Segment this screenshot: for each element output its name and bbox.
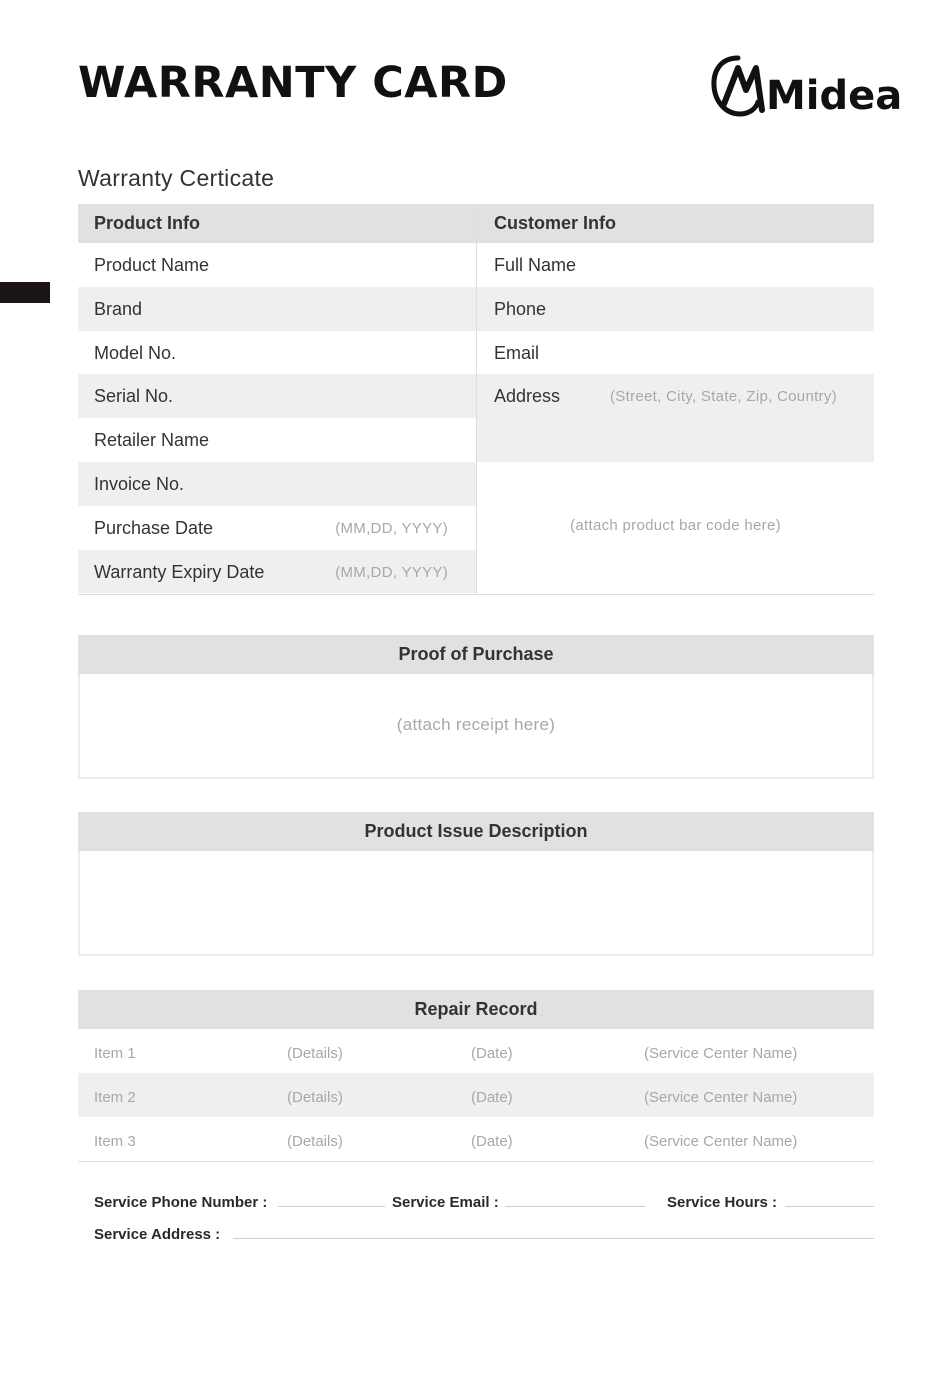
model-no-field[interactable] bbox=[78, 331, 476, 375]
service-hours-line[interactable] bbox=[785, 1206, 874, 1207]
midea-logo bbox=[710, 50, 903, 120]
field-label: Brand bbox=[94, 298, 143, 319]
repair-date: (Date) bbox=[471, 1045, 513, 1062]
info-table bbox=[78, 204, 874, 595]
receipt-hint: (attach receipt here) bbox=[396, 715, 556, 734]
product-name-field[interactable] bbox=[78, 243, 476, 287]
midea-logo-graphic bbox=[710, 50, 903, 120]
retailer-name-field[interactable] bbox=[78, 418, 476, 462]
warranty-expiry-date-field[interactable] bbox=[78, 550, 476, 594]
repair-row[interactable] bbox=[78, 1073, 874, 1117]
issue-description-section bbox=[78, 812, 874, 956]
field-label: Purchase Date bbox=[94, 517, 214, 538]
field-label: Invoice No. bbox=[94, 473, 185, 494]
customer-info-heading: Customer Info bbox=[477, 204, 874, 243]
proof-of-purchase-heading: Proof of Purchase bbox=[78, 635, 874, 674]
repair-center: (Service Center Name) bbox=[644, 1089, 798, 1106]
purchase-date-field[interactable] bbox=[78, 506, 476, 550]
full-name-field[interactable] bbox=[477, 243, 874, 287]
repair-record-section bbox=[78, 990, 874, 1162]
customer-info-column bbox=[476, 204, 874, 594]
field-label: Address bbox=[494, 386, 561, 407]
service-hours-label: Service Hours : bbox=[667, 1194, 778, 1211]
repair-item: Item 2 bbox=[94, 1089, 136, 1106]
phone-field[interactable] bbox=[477, 287, 874, 331]
product-info-heading: Product Info bbox=[78, 204, 476, 243]
repair-record-heading: Repair Record bbox=[78, 990, 874, 1029]
repair-date: (Date) bbox=[471, 1133, 513, 1150]
brand-field[interactable] bbox=[78, 287, 476, 331]
service-email-label: Service Email : bbox=[392, 1194, 499, 1211]
service-phone-label: Service Phone Number : bbox=[94, 1194, 268, 1211]
receipt-area[interactable] bbox=[80, 674, 872, 777]
field-label: Warranty Expiry Date bbox=[94, 561, 265, 582]
barcode-area[interactable] bbox=[477, 462, 874, 591]
purchase-date-hint: (MM,DD, YYYY) bbox=[335, 519, 448, 537]
service-phone-line[interactable] bbox=[278, 1206, 385, 1207]
field-label: Retailer Name bbox=[94, 430, 210, 451]
invoice-no-field[interactable] bbox=[78, 462, 476, 506]
address-field[interactable] bbox=[477, 374, 874, 462]
page-title: WARRANTY CARD bbox=[78, 58, 508, 108]
repair-item: Item 1 bbox=[94, 1045, 136, 1062]
issue-description-heading: Product Issue Description bbox=[78, 812, 874, 851]
address-hint: (Street, City, State, Zip, Country) bbox=[610, 388, 837, 406]
service-address-label: Service Address : bbox=[94, 1226, 221, 1243]
field-label: Phone bbox=[494, 298, 547, 319]
repair-details: (Details) bbox=[287, 1089, 343, 1106]
email-field[interactable] bbox=[477, 331, 874, 375]
repair-date: (Date) bbox=[471, 1089, 513, 1106]
repair-row[interactable] bbox=[78, 1029, 874, 1073]
service-address-line[interactable] bbox=[233, 1238, 874, 1239]
repair-details: (Details) bbox=[287, 1045, 343, 1062]
midea-logo-text: Midea bbox=[766, 73, 903, 119]
repair-center: (Service Center Name) bbox=[644, 1045, 798, 1062]
product-info-column bbox=[78, 204, 476, 593]
field-label: Email bbox=[494, 342, 540, 363]
field-label: Model No. bbox=[94, 342, 177, 363]
field-label: Serial No. bbox=[94, 386, 174, 407]
repair-details: (Details) bbox=[287, 1133, 343, 1150]
service-email-line[interactable] bbox=[505, 1206, 645, 1207]
serial-no-field[interactable] bbox=[78, 374, 476, 418]
field-label: Full Name bbox=[494, 255, 577, 275]
proof-of-purchase-section bbox=[78, 635, 874, 779]
barcode-hint: (attach product bar code here) bbox=[570, 516, 781, 534]
expiry-date-hint: (MM,DD, YYYY) bbox=[335, 563, 448, 581]
issue-description-area[interactable] bbox=[80, 851, 872, 954]
field-label: Product Name bbox=[94, 255, 210, 275]
side-tab-marker bbox=[0, 282, 50, 303]
certificate-subtitle: Warranty Certicate bbox=[78, 165, 275, 191]
repair-item: Item 3 bbox=[94, 1133, 136, 1150]
repair-center: (Service Center Name) bbox=[644, 1133, 798, 1150]
repair-row[interactable] bbox=[78, 1117, 874, 1161]
